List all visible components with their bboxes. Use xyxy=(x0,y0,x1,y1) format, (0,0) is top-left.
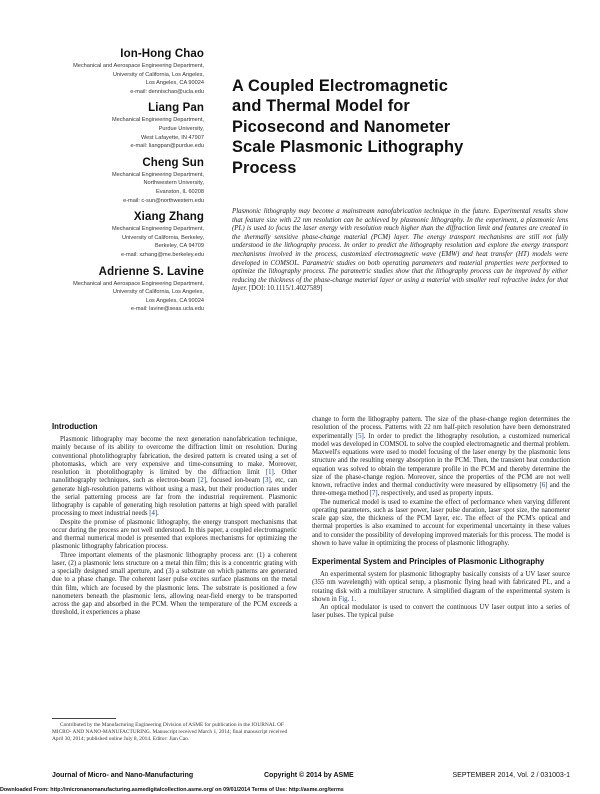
download-notice[interactable]: Downloaded From: http://micronanomanufacturing.asmedigitalcollection.asme.org/ on 09/01/2014 Terms of Use: http://asme.org/terms xyxy=(0,787,344,793)
text-run: . xyxy=(354,595,357,603)
footnote: Contributed by the Manufacturing Engineering Division of ASME for publication in the JOURNAL OF MICRO- AND NANO-MANUFACTURING. Manuscript received March 1, 2014; final manuscript received April 30, 2014; published online July 8, 2014. Editor: Jian Cao. xyxy=(52,722,288,742)
author-name: Xiang Zhang xyxy=(133,211,204,224)
affiliation-line: University of California, Los Angeles, xyxy=(112,289,204,296)
paragraph xyxy=(312,416,570,499)
author-block xyxy=(52,102,204,150)
title-line: and Thermal Model for xyxy=(232,97,410,116)
journal-name: Journal of Micro- and Nano-Manufacturing xyxy=(52,772,194,779)
text-run: . In order to predict the lithography resolution, a customized numerical model was developed in COMSOL to solve the coupled electromagnetic and thermal problem. Maxwell's equations were used to model focusing of the laser energy by the plasmonic lens structure and the resulting energy absorption in the PCM. Then, the transient heat conduction equation was solved to obtain the temperature profile in the PCM and thereby determine the size of the phase-change region. Moreover, since the properties of the PCM are not well known, refractive index and thermal conductivity were measured by ellipsometry xyxy=(312,432,570,489)
section-heading: Introduction xyxy=(52,422,98,431)
affiliation-line: University of California, Los Angeles, xyxy=(112,71,204,78)
citation-link[interactable]: [4] xyxy=(149,510,158,518)
author-list xyxy=(52,48,204,320)
affiliation-line: Los Angeles, CA 90024 xyxy=(145,80,204,87)
citation-link[interactable]: [1] xyxy=(265,469,274,476)
citation-link[interactable]: [7] xyxy=(369,490,378,498)
author-email: e-mail: c-sun@northwestern.edu xyxy=(123,197,204,204)
text-run: , etc, can generate high-resolution patterns without using a mask, but their production rates under the serial patterning process are far from the industrial requirement. Plasmonic lithography is capable of generating high resolution patterns at high speed with parallel processing to meet industrial needs xyxy=(52,477,297,518)
author-block xyxy=(52,266,204,314)
abstract xyxy=(232,208,568,294)
paragraph: Three important elements of the plasmonic lithography process are: (1) a coherent laser, (2) a plasmonic lens structure on a metal thin film; this is a concentric grating with a specially designed small aperture, and (3) a substrate on which patterns are generated due to a phase change. The coherent laser pulse excites surface plasmons on the metal thin film, which are focused by the plasmonic lens. The substrate is positioned a few nanometers beneath the plasmonic lens, allowing near-field energy to be transported across the gap and absorbed in the PCM. When the temperature of the PCM exceeds a threshold, it experiences a phase xyxy=(52,551,297,617)
affiliation-line: Evanston, IL 60208 xyxy=(156,188,204,195)
body-column-right xyxy=(312,416,570,621)
author-email: e-mail: liangpan@purdue.edu xyxy=(130,143,204,150)
title-line: Scale Plasmonic Lithography xyxy=(232,138,464,157)
doi[interactable]: [DOI: 10.1115/1.4027589] xyxy=(248,285,323,293)
author-email: e-mail: xzhang@me.berkeley.edu xyxy=(121,251,204,258)
author-email: e-mail: dennischao@ucla.edu xyxy=(130,88,204,95)
author-name: Liang Pan xyxy=(148,102,204,115)
author-block xyxy=(52,48,204,96)
text-run: , respectively, and used as property inputs. xyxy=(377,490,493,498)
paper-title xyxy=(232,76,568,178)
affiliation-line: Northwestern University, xyxy=(143,180,204,187)
author-name: Cheng Sun xyxy=(142,156,204,169)
affiliation-line: Mechanical Engineering Department, xyxy=(111,171,204,178)
affiliation-line: Mechanical and Aerospace Engineering Department, xyxy=(73,63,204,69)
footnote-divider xyxy=(52,718,116,719)
body-column-left xyxy=(52,422,297,618)
author-email: e-mail: lavine@seas.ucla.edu xyxy=(130,306,204,313)
citation-link[interactable]: [3] xyxy=(262,477,271,485)
text-run: and the three-omega method xyxy=(312,482,570,498)
affiliation-line: Mechanical Engineering Department, xyxy=(111,226,204,233)
page-footer xyxy=(52,772,570,782)
affiliation-line: University of California, Berkeley, xyxy=(122,234,204,241)
abstract-text: Plasmonic lithography may become a mainstream nanofabrication technique in the future. Experimental results show that feature size with 22 nm resolution can be achieved by plasmonic lithography. In the experiment, a plasmonic lens (PL) is used to focus the laser energy with resolution much higher than the diffraction limit and features are created in the thermally sensitive phase-change material (PCM) layer. The energy transport mechanisms are still not fully understood in the lithography process. In order to predict the lithography resolution and explore the energy transport mechanisms involved in the process, customized electromagnetic wave (EMW) and heat transfer (HT) models were developed in COMSOL. Parametric studies on both operating parameters and material properties were performed to optimize the lithography process. The parametric studies show that the lithography process can be improved by either reducing the thickness of the phase-change material layer or using a material with smaller real refractive index for that layer. xyxy=(232,208,568,293)
section-heading: Experimental System and Principles of Plasmonic Lithography xyxy=(312,557,545,566)
author-name: Adrienne S. Lavine xyxy=(98,265,204,278)
author-block xyxy=(52,157,204,205)
citation-link[interactable]: [2] xyxy=(198,477,207,485)
text-run: . xyxy=(157,510,159,518)
paragraph: An optical modulator is used to convert the continuous UV laser output into a series of laser pulses. The typical pulse xyxy=(312,604,570,620)
affiliation-line: Mechanical Engineering Department, xyxy=(111,117,204,124)
volume-page: SEPTEMBER 2014, Vol. 2 / 031003-1 xyxy=(452,772,570,779)
paragraph: The numerical model is used to examine the effect of performance when varying different operating parameters, such as laser power, laser pulse duration, laser spot size, the nanometer scale gap size, the thickness of the PCM layer, etc. The effect of the PCM's optical and thermal properties is also examined to account for experimental uncertainty in these values and to consider the possibility of developing improved materials for this process. The model is shown to have value in optimizing the process of plasmonic lithography. xyxy=(312,498,570,547)
text-run: . Other nanolithography techniques, such as electron-beam xyxy=(52,469,298,485)
copyright: Copyright © 2014 by ASME xyxy=(264,772,354,779)
figure-link[interactable]: Fig. 1 xyxy=(338,595,355,603)
paragraph xyxy=(52,436,297,519)
text-run: change to form the lithography pattern. The size of the phase-change region determines the resolution of the process. Patterns with 22 nm half-pitch resolution have been demonstrated experimentally xyxy=(312,416,570,440)
author-name: Ion-Hong Chao xyxy=(120,48,204,60)
paragraph xyxy=(312,571,570,604)
citation-link[interactable]: [6] xyxy=(539,482,548,489)
affiliation-line: West Lafayette, IN 47907 xyxy=(140,134,204,141)
affiliation-line: Berkeley, CA 94709 xyxy=(154,243,204,250)
title-line: A Coupled Electromagnetic xyxy=(232,77,448,95)
citation-link[interactable]: [5] xyxy=(355,432,364,440)
author-block xyxy=(52,211,204,259)
affiliation-line: Los Angeles, CA 90024 xyxy=(145,297,204,304)
text-run: Plasmonic lithography may become the next generation nanofabrication technique, mainly because of its ability to overcome the diffraction limit on resolution. During conventional photolithography fabrication, the desired pattern is created using a set of photomasks, which are very expensive and time-consuming to make. Moreover, resolution in photolithography is limited by the diffraction limit xyxy=(52,436,297,476)
affiliation-line: Mechanical and Aerospace Engineering Department, xyxy=(73,280,204,287)
affiliation-line: Purdue University, xyxy=(158,125,204,132)
title-line: Process xyxy=(232,158,297,177)
paragraph: Despite the promise of plasmonic lithography, the energy transport mechanisms that occur during the process are not well understood. In this paper, a coupled electromagnetic and thermal numerical model is presented that explores mechanisms for optimizing the plasmonic lithography fabrication process. xyxy=(52,518,297,551)
title-line: Picosecond and Nanometer xyxy=(232,117,451,136)
text-run: , focused ion-beam xyxy=(206,477,263,485)
text-run: An experimental system for plasmonic lithography basically consists of a UV laser source (355 nm wavelength) with optical setup, a plasmonic flying head with fabricated PL, and a rotating disk with a multilayer structure. A simplified diagram of the experimental system is shown in xyxy=(312,571,570,603)
